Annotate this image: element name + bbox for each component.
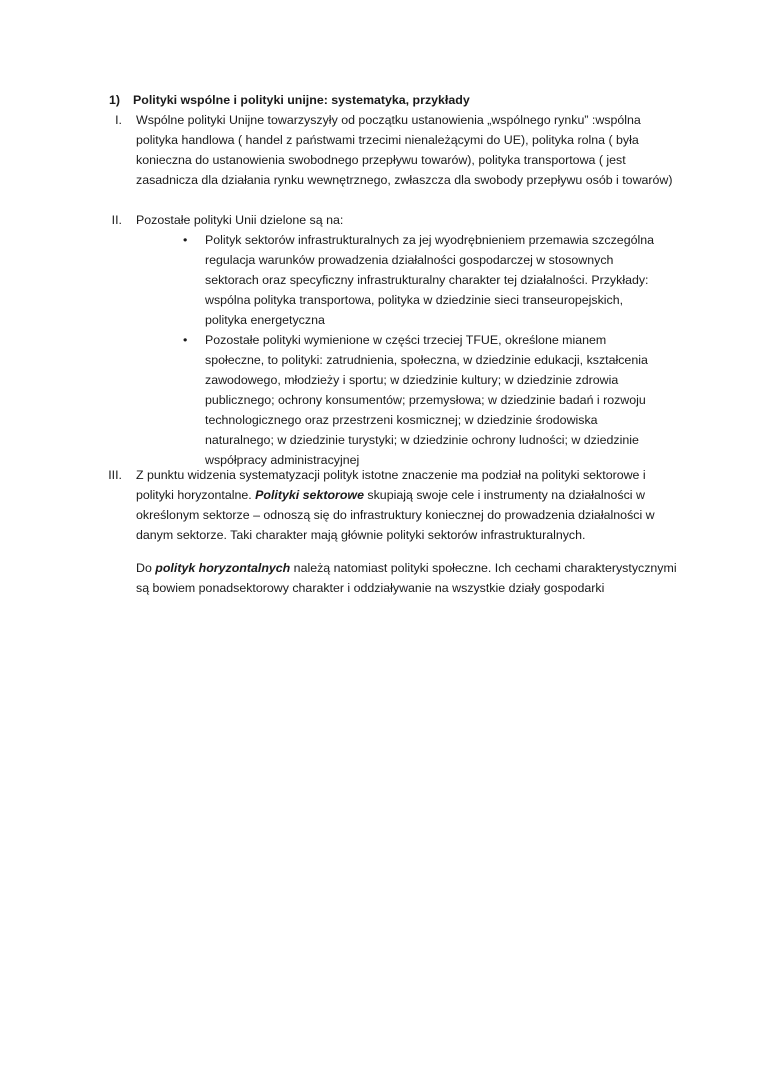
list-item — [183, 230, 663, 330]
sector-policies-emphasis: Polityki sektorowe — [255, 488, 364, 502]
roman-numeral-1: I. — [115, 113, 122, 127]
heading-number: 1) — [109, 93, 121, 107]
section-2-text: Pozostałe polityki Unii dzielone są na: — [136, 213, 344, 227]
closing-text-before: Do — [136, 561, 156, 575]
bullet-icon: • — [183, 233, 188, 247]
heading-title: Polityki wspólne i polityki unijne: systematyka, przykłady — [133, 93, 470, 107]
section-3-text — [136, 465, 681, 545]
bullet-icon: • — [183, 333, 188, 347]
section-2-bullet-list — [183, 230, 663, 470]
bullet-text: Polityk sektorów infrastrukturalnych za jej wyodrębnieniem przemawia szczególna regulacja warunków prowadzenia działalności gospodarczej w stosownych sektorach oraz specyficzny infrastrukturalny charakter tej działalności. Przykłady: wspólna polityka transportowa, polityka w dziedzinie sieci transeuropejskich, polityka energetyczna — [205, 233, 655, 327]
section-3-text-after: skupiają swoje cele i instrumenty na działalności w określonym sektorze – odnoszą się do infrastruktury koniecznej do prowadzenia działalności w danym sektorze. Taki charakter mają głównie polityki sektorów infrastrukturalnych. — [136, 488, 655, 542]
roman-numeral-2: II. — [111, 213, 122, 227]
list-item — [183, 330, 663, 470]
horizontal-policies-emphasis: polityk horyzontalnych — [155, 561, 291, 575]
section-3-text-before: Z punktu widzenia systematyzacji polityk istotne znaczenie ma podział na polityki sektorowe i polityki horyzontalne. — [136, 468, 646, 502]
section-heading — [109, 90, 470, 110]
roman-numeral-3: III. — [108, 468, 122, 482]
bullet-text: Pozostałe polityki wymienione w części trzeciej TFUE, określone mianem społeczne, to polityki: zatrudnienia, społeczna, w dziedzinie edukacji, kształcenia zawodowego, młodzieży i sportu; w dziedzinie kultury; w dziedzinie zdrowia publicznego; ochrony konsumentów; przemysłowa; w dziedzinie badań i rozwoju technologicznego oraz przestrzeni kosmicznej; w dziedzinie środowiska naturalnego; w dziedzinie turystyki; w dziedzinie ochrony ludności; w dziedzinie współpracy administracyjnej — [205, 333, 648, 467]
section-1-text: Wspólne polityki Unijne towarzyszyły od początku ustanowienia „wspólnego rynku” :wspólna polityka handlowa ( handel z państwami trzecimi nienależącymi do UE), polityka rolna ( była konieczna do ustanowienia swobodnego przepływu towarów), polityka transportowa ( jest zasadnicza dla działania rynku wewnętrznego, zwłaszcza dla swobody przepływu osób i towarów) — [136, 113, 673, 187]
closing-text-after: należą natomiast polityki społeczne. Ich cechami charakterystycznymi są bowiem ponadsektorowy charakter i oddziaływanie na wszystkie działy gospodarki — [136, 561, 677, 595]
closing-paragraph — [136, 558, 681, 598]
